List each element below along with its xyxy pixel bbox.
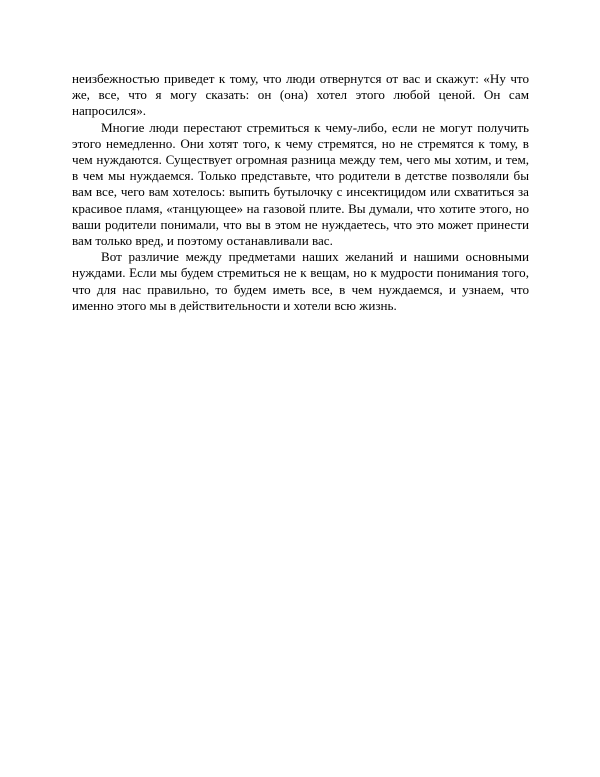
paragraph: Многие люди перестают стремиться к чему-либо, если не могут получить этого немедленно. Они хотят того, к чему стремятся, но не стремятся к тому, в чем нуждаются. Существует огромная разница между тем, чего мы хотим, и тем, в чем мы нуждаемся. Только представьте, что родители в детстве позволяли бы вам все, чего вам хотелось: выпить бутылочку с инсектицидом или схватиться за красивое пламя, «танцующее» на газовой плите. Вы думали, что хотите этого, но ваши родители понимали, что вы в этом не нуждаетесь, что это может принести вам только вред, и поэтому останавливали вас. [72, 119, 529, 249]
paragraph-continuation: неизбежностью приведет к тому, что люди отвернутся от вас и скажут: «Ну что же, все, что я могу сказать: он (она) хотел этого любой ценой. Он сам напросился». [72, 71, 529, 119]
paragraph: Вот различие между предметами наших желаний и нашими основными нуждами. Если мы будем стремиться не к вещам, но к мудрости понимания того, что для нас правильно, то будем иметь все, в чем нуждаемся, и узнаем, что именно этого мы в действительности и хотели всю жизнь. [72, 249, 529, 313]
document-body [72, 71, 529, 314]
